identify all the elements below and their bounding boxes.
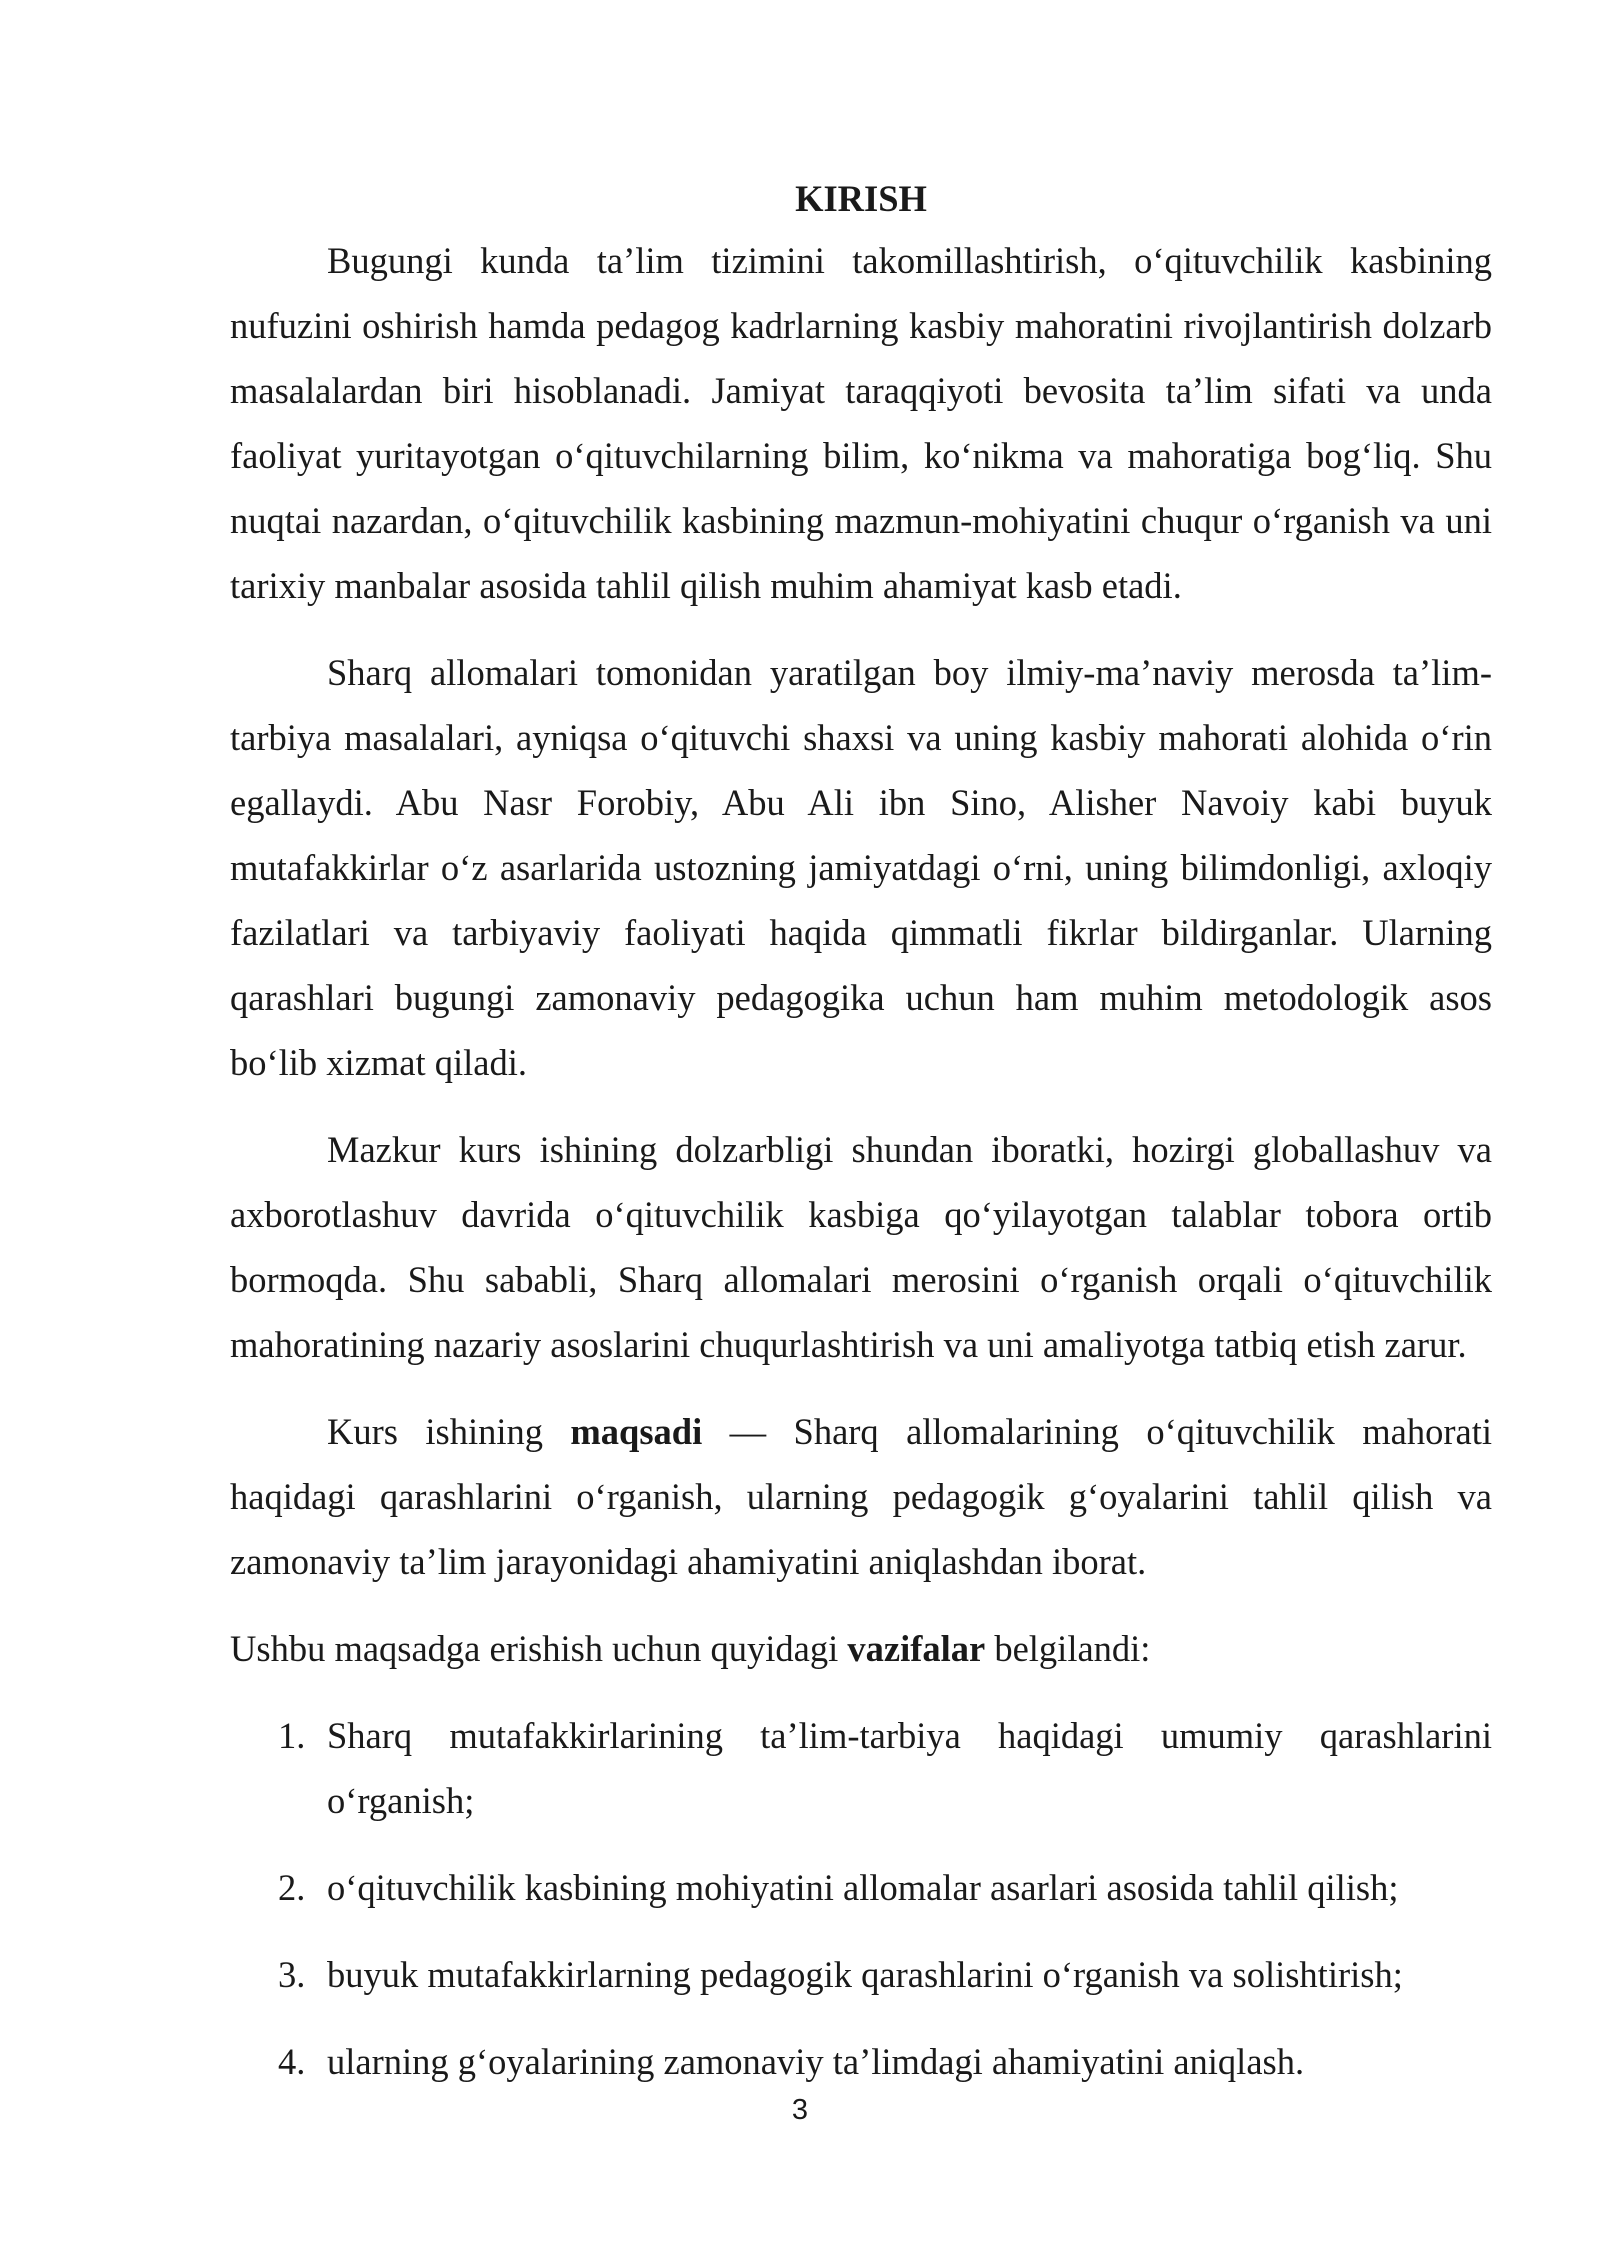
intro-paragraph-2: Sharq allomalari tomonidan yaratilgan boy ilmiy-ma’naviy merosda ta’lim-tarbiya masalalari, ayniqsa o‘qituvchi shaxsi va uning kasbiy mahorati alohida o‘rin egallaydi. Abu Nasr Forobiy, Abu Ali ibn Sino, Alisher Navoiy kabi buyuk mutafakkirlar o‘z asarlarida ustozning jamiyatdagi o‘rni, uning bilimdonligi, axloqiy fazilatlari va tarbiyaviy faoliyati haqida qimmatli fikrlar bildirganlar. Ularning qarashlari bugungi zamonaviy pedagogika uchun ham muhim metodologik asos bo‘lib xizmat qiladi.: [230, 652, 1492, 1083]
purpose-text-before: Kurs ishining: [327, 1411, 571, 1452]
task-item: [230, 1942, 1492, 2007]
tasks-keyword: vazifalar: [847, 1628, 986, 1669]
tasks-intro-paragraph: [230, 1616, 1492, 1681]
purpose-paragraph: [230, 1399, 1492, 1594]
intro-paragraph-1: Bugungi kunda ta’lim tizimini takomillashtirish, o‘qituvchilik kasbining nufuzini oshirish hamda pedagog kadrlarning kasbiy mahoratini rivojlantirish dolzarb masalalardan biri hisoblanadi. Jamiyat taraqqiyoti bevosita ta’lim sifati va unda faoliyat yuritayotgan o‘qituvchilarning bilim, ko‘nikma va mahoratiga bog‘liq. Shu nuqtai nazardan, o‘qituvchilik kasbining mazmun-mohiyatini chuqur o‘rganish va uni tarixiy manbalar asosida tahlil qilish muhim ahamiyat kasb etadi.: [230, 240, 1492, 606]
tasks-intro-after: belgilandi:: [985, 1628, 1151, 1669]
tasks-intro-before: Ushbu maqsadga erishish uchun quyidagi: [230, 1628, 848, 1669]
task-number: 2.: [278, 1867, 306, 1908]
task-text: o‘qituvchilik kasbining mohiyatini allomalar asarlari asosida tahlil qilish;: [327, 1867, 1399, 1908]
section-title: KIRISH: [795, 178, 927, 219]
page-number: 3: [791, 2094, 809, 2126]
task-number: 1.: [278, 1715, 306, 1756]
purpose-keyword: maqsadi: [570, 1411, 703, 1452]
task-text: buyuk mutafakkirlarning pedagogik qarashlarini o‘rganish va solishtirish;: [327, 1954, 1403, 1995]
tasks-list: [230, 1703, 1492, 2094]
task-item: [230, 1703, 1492, 1833]
task-text: Sharq mutafakkirlarining ta’lim-tarbiya haqidagi umumiy qarashlarini o‘rganish;: [327, 1715, 1492, 1821]
purpose-text-after: — Sharq allomalarining o‘qituvchilik mahorati haqidagi qarashlarini o‘rganish, ularning pedagogik g‘oyalarini tahlil qilish va zamonaviy ta’lim jarayonidagi ahamiyatini aniqlashdan iborat.: [230, 1411, 1492, 1582]
task-number: 3.: [278, 1954, 306, 1995]
task-number: 4.: [278, 2041, 306, 2082]
intro-paragraph-3: Mazkur kurs ishining dolzarbligi shundan iboratki, hozirgi globallashuv va axborotlashuv davrida o‘qituvchilik kasbiga qo‘yilayotgan talablar tobora ortib bormoqda. Shu sababli, Sharq allomalari merosini o‘rganish orqali o‘qituvchilik mahoratining nazariy asoslarini chuqurlashtirish va uni amaliyotga tatbiq etish zarur.: [230, 1129, 1492, 1365]
document-page: [230, 170, 1492, 2116]
task-text: ularning g‘oyalarining zamonaviy ta’limdagi ahamiyatini aniqlash.: [327, 2041, 1305, 2082]
task-item: [230, 2029, 1492, 2094]
task-item: [230, 1855, 1492, 1920]
